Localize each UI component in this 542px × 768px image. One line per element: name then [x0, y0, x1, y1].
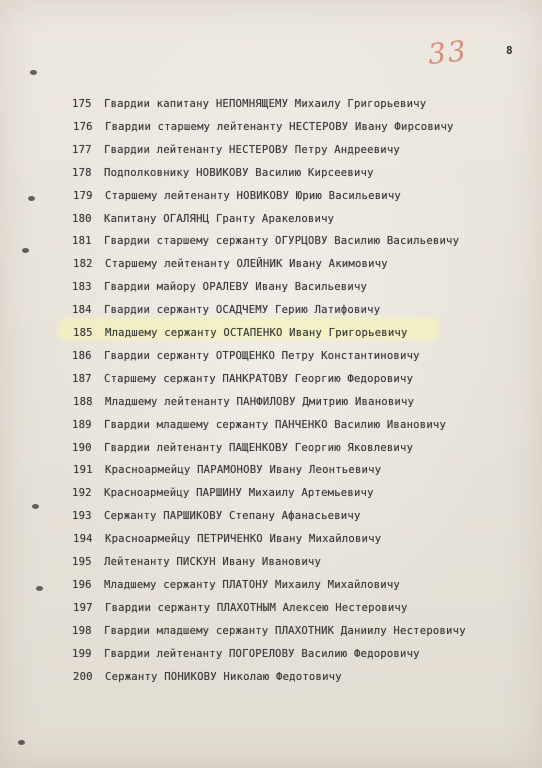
entry-number: 188 [73, 395, 93, 408]
entry-text: Лейтенанту ПИСКУН Ивану Ивановичу [104, 556, 322, 568]
entry-text: Гвардии старшему лейтенанту НЕСТЕРОВУ Ивану Фирсовичу [105, 120, 454, 133]
list-item [72, 233, 459, 249]
list-item [72, 211, 334, 227]
entry-text: Сержанту ПОНИКОВУ Николаю Федотовичу [105, 670, 342, 683]
entry-text: Гвардии младшему сержанту ПАНЧЕНКО Василию Ивановичу [104, 418, 447, 431]
entry-number: 178 [72, 166, 92, 179]
entry-number: 179 [73, 189, 93, 202]
list-item [72, 165, 374, 181]
entry-number: 190 [72, 441, 92, 454]
entry-number: 185 [73, 327, 93, 339]
entry-number: 184 [72, 304, 92, 317]
entry-text: Гвардии лейтенанту ПАЩЕНКОВУ Георгию Яковлевичу [104, 441, 414, 454]
list-item [73, 462, 381, 478]
list-item [73, 119, 454, 135]
entry-text: Гвардии майору ОРАЛЕВУ Ивану Васильевичу [104, 281, 368, 294]
list-item [72, 96, 426, 112]
entry-number: 180 [72, 212, 92, 225]
entry-number: 199 [72, 647, 92, 660]
entry-number: 176 [73, 120, 93, 133]
list-item [73, 600, 408, 616]
list-item [72, 417, 446, 433]
list-item [73, 325, 408, 341]
entry-text: Младшему сержанту ПЛАТОНУ Михаилу Михайловичу [104, 578, 401, 591]
entry-number: 175 [72, 98, 92, 110]
entry-text: Красноармейцу ПАРШИНУ Михаилу Артемьевичу [104, 487, 374, 500]
entry-number: 189 [72, 418, 92, 431]
list-item [73, 394, 414, 410]
entry-number: 198 [72, 624, 92, 637]
list-item [72, 279, 367, 295]
entry-text: Красноармейцу ПАРАМОНОВУ Ивану Леонтьевичу [105, 464, 382, 477]
list-item [72, 348, 420, 364]
entry-number: 196 [72, 578, 92, 591]
entry-text: Старшему лейтенанту НОВИКОВУ Юрию Васильевичу [105, 189, 402, 202]
entry-number: 177 [72, 143, 92, 156]
list-item [72, 554, 321, 570]
entry-text: Старшему лейтенанту ОЛЕЙНИК Ивану Акимовичу [105, 258, 388, 271]
list-item [72, 577, 400, 593]
entry-text: Старшему сержанту ПАНКРАТОВУ Георгию Федоровичу [104, 372, 414, 385]
handwritten-folio-number: 33 [426, 34, 470, 71]
list-item [72, 485, 374, 501]
entry-number: 182 [73, 258, 93, 271]
entry-number: 187 [72, 372, 92, 385]
list-item [73, 669, 342, 685]
page-number: 8 [506, 44, 513, 57]
entry-text: Гвардии старшему сержанту ОГУРЦОВУ Василию Васильевичу [104, 235, 460, 248]
list-item [72, 646, 420, 662]
list-item [72, 302, 380, 318]
entry-text: Младшему сержанту ОСТАПЕНКО Ивану Григорьевичу [105, 327, 408, 339]
entry-text: Гвардии младшему сержанту ПЛАХОТНИК Даниилу Нестеровичу [104, 624, 466, 637]
entry-number: 186 [72, 349, 92, 362]
entry-text: Подполковнику НОВИКОВУ Василию Кирсеевичу [104, 166, 374, 179]
entry-text: Сержанту ПАРШИКОВУ Степану Афанасьевичу [104, 510, 361, 523]
entry-text: Гвардии лейтенанту НЕСТЕРОВУ Петру Андреевичу [104, 143, 401, 156]
list-item [73, 531, 381, 547]
entry-number: 191 [73, 464, 93, 477]
list-item [72, 371, 413, 387]
entry-number: 192 [72, 487, 92, 500]
entry-number: 194 [73, 533, 93, 546]
entry-text: Гвардии лейтенанту ПОГОРЕЛОВУ Василию Федоровичу [104, 647, 420, 660]
list-item [73, 256, 388, 272]
entry-number: 195 [72, 556, 92, 568]
list-item [72, 142, 400, 158]
list-item [72, 440, 413, 456]
list-item [73, 188, 401, 204]
entry-text: Гвардии капитану НЕПОМНЯЩЕМУ Михаилу Григорьевичу [104, 98, 427, 110]
entry-number: 193 [72, 510, 92, 523]
entry-text: Капитану ОГАЛЯНЦ Гранту Аракеловичу [104, 212, 335, 225]
entry-number: 197 [73, 601, 93, 614]
entry-text: Гвардии сержанту ОСАДЧЕМУ Герию Латифовичу [104, 304, 381, 317]
entry-text: Гвардии сержанту ПЛАХОТНЫМ Алексею Нестеровичу [105, 601, 408, 614]
entry-text: Младшему лейтенанту ПАНФИЛОВУ Дмитрию Ивановичу [105, 395, 415, 408]
entry-text: Красноармейцу ПЕТРИЧЕНКО Ивану Михайловичу [105, 533, 382, 546]
entry-number: 183 [72, 281, 92, 294]
list-item [72, 623, 466, 639]
entry-text: Гвардии сержанту ОТРОЩЕНКО Петру Константиновичу [104, 349, 420, 362]
list-item [72, 508, 361, 524]
entry-number: 200 [73, 670, 93, 683]
entry-number: 181 [72, 235, 92, 248]
